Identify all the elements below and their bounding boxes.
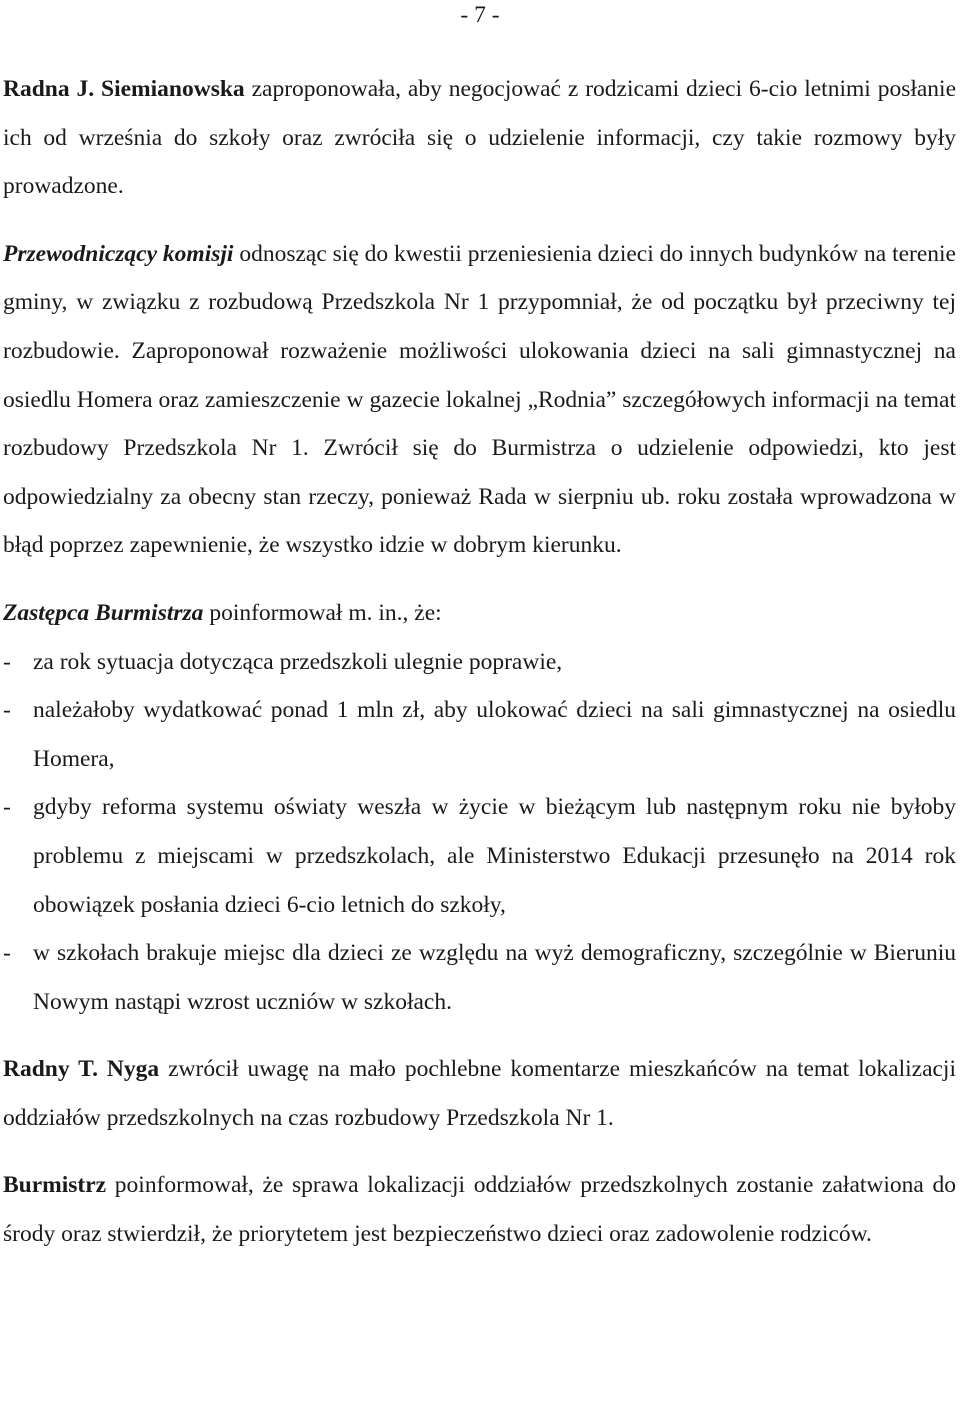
speaker-name: Zastępca Burmistrza	[3, 599, 204, 626]
dash-bullet: -	[3, 940, 11, 967]
speaker-name: Burmistrz	[3, 1172, 107, 1199]
paragraph-text: zaproponowała, aby negocjować z rodzicami dzieci 6-cio letnimi posłanie ich od września do szkoły oraz zwróciła się o udzielenie informacji, czy takie rozmowy były prowadzone.	[3, 76, 957, 200]
paragraph-burmistrz	[3, 1161, 956, 1258]
paragraph-text: zwrócił uwagę na mało pochlebne komentarze mieszkańców na temat lokalizacji oddziałów przedszkolnych na czas rozbudowy Przedszkola Nr 1.	[3, 1056, 956, 1131]
document-body	[3, 65, 956, 1259]
paragraph-przewodniczacy	[3, 230, 956, 570]
paragraph-siemianowska	[3, 65, 956, 211]
paragraph-text: poinformował, że sprawa lokalizacji oddziałów przedszkolnych zostanie załatwiona do środy oraz stwierdził, że priorytetem jest bezpieczeństwo dzieci oraz zadowolenie rodziców.	[3, 1172, 956, 1248]
speaker-name: Radny T. Nyga	[3, 1056, 160, 1083]
list-item	[3, 929, 956, 1026]
dash-bullet: -	[3, 794, 11, 821]
paragraph-nyga	[3, 1045, 956, 1142]
list-item	[3, 686, 956, 783]
list-item-text: gdyby reforma systemu oświaty weszła w życie w bieżącym lub następnym roku nie byłoby problemu z miejscami w przedszkolach, ale Ministerstwo Edukacji przesunęło na 2014 rok obowiązek posłania dzieci 6-cio letnich do szkoły,	[33, 794, 956, 918]
page-number: - 7 -	[460, 2, 500, 28]
list-item	[3, 638, 956, 687]
dash-bullet: -	[3, 697, 11, 724]
list-item-text: w szkołach brakuje miejsc dla dzieci ze względu na wyż demograficzny, szczególnie w Bieruniu Nowym nastąpi wzrost uczniów w szkołach.	[33, 940, 956, 1015]
dash-bullet: -	[3, 648, 11, 675]
list-item-text: należałoby wydatkować ponad 1 mln zł, aby ulokować dzieci na sali gimnastycznej na osiedlu Homera,	[33, 697, 956, 772]
paragraph-text: poinformował m. in., że:	[203, 599, 442, 626]
speaker-name: Przewodniczący komisji	[3, 240, 234, 267]
dash-list	[3, 638, 956, 1027]
list-item-text: za rok sytuacja dotycząca przedszkoli ulegnie poprawie,	[33, 648, 563, 675]
paragraph-zastepca	[3, 589, 956, 638]
speaker-name: Radna J. Siemianowska	[3, 76, 245, 102]
list-item	[3, 783, 956, 929]
paragraph-text: odnosząc się do kwestii przeniesienia dzieci do innych budynków na terenie gminy, w związku z rozbudową Przedszkola Nr 1 przypomniał, że od początku był przeciwny tej rozbudowie. Zaproponował rozważenie możliwości ulokowania dzieci na sali gimnastycznej na osiedlu Homera oraz zamieszczenie w gazecie lokalnej „Rodnia” szczegółowych informacji na temat rozbudowy Przedszkola Nr 1. Zwrócił się do Burmistrza o udzielenie odpowiedzi, kto jest odpowiedzialny za obecny stan rzeczy, ponieważ Rada w sierpniu ub. roku została wprowadzona w błąd poprzez zapewnienie, że wszystko idzie w dobrym kierunku.	[3, 240, 956, 559]
